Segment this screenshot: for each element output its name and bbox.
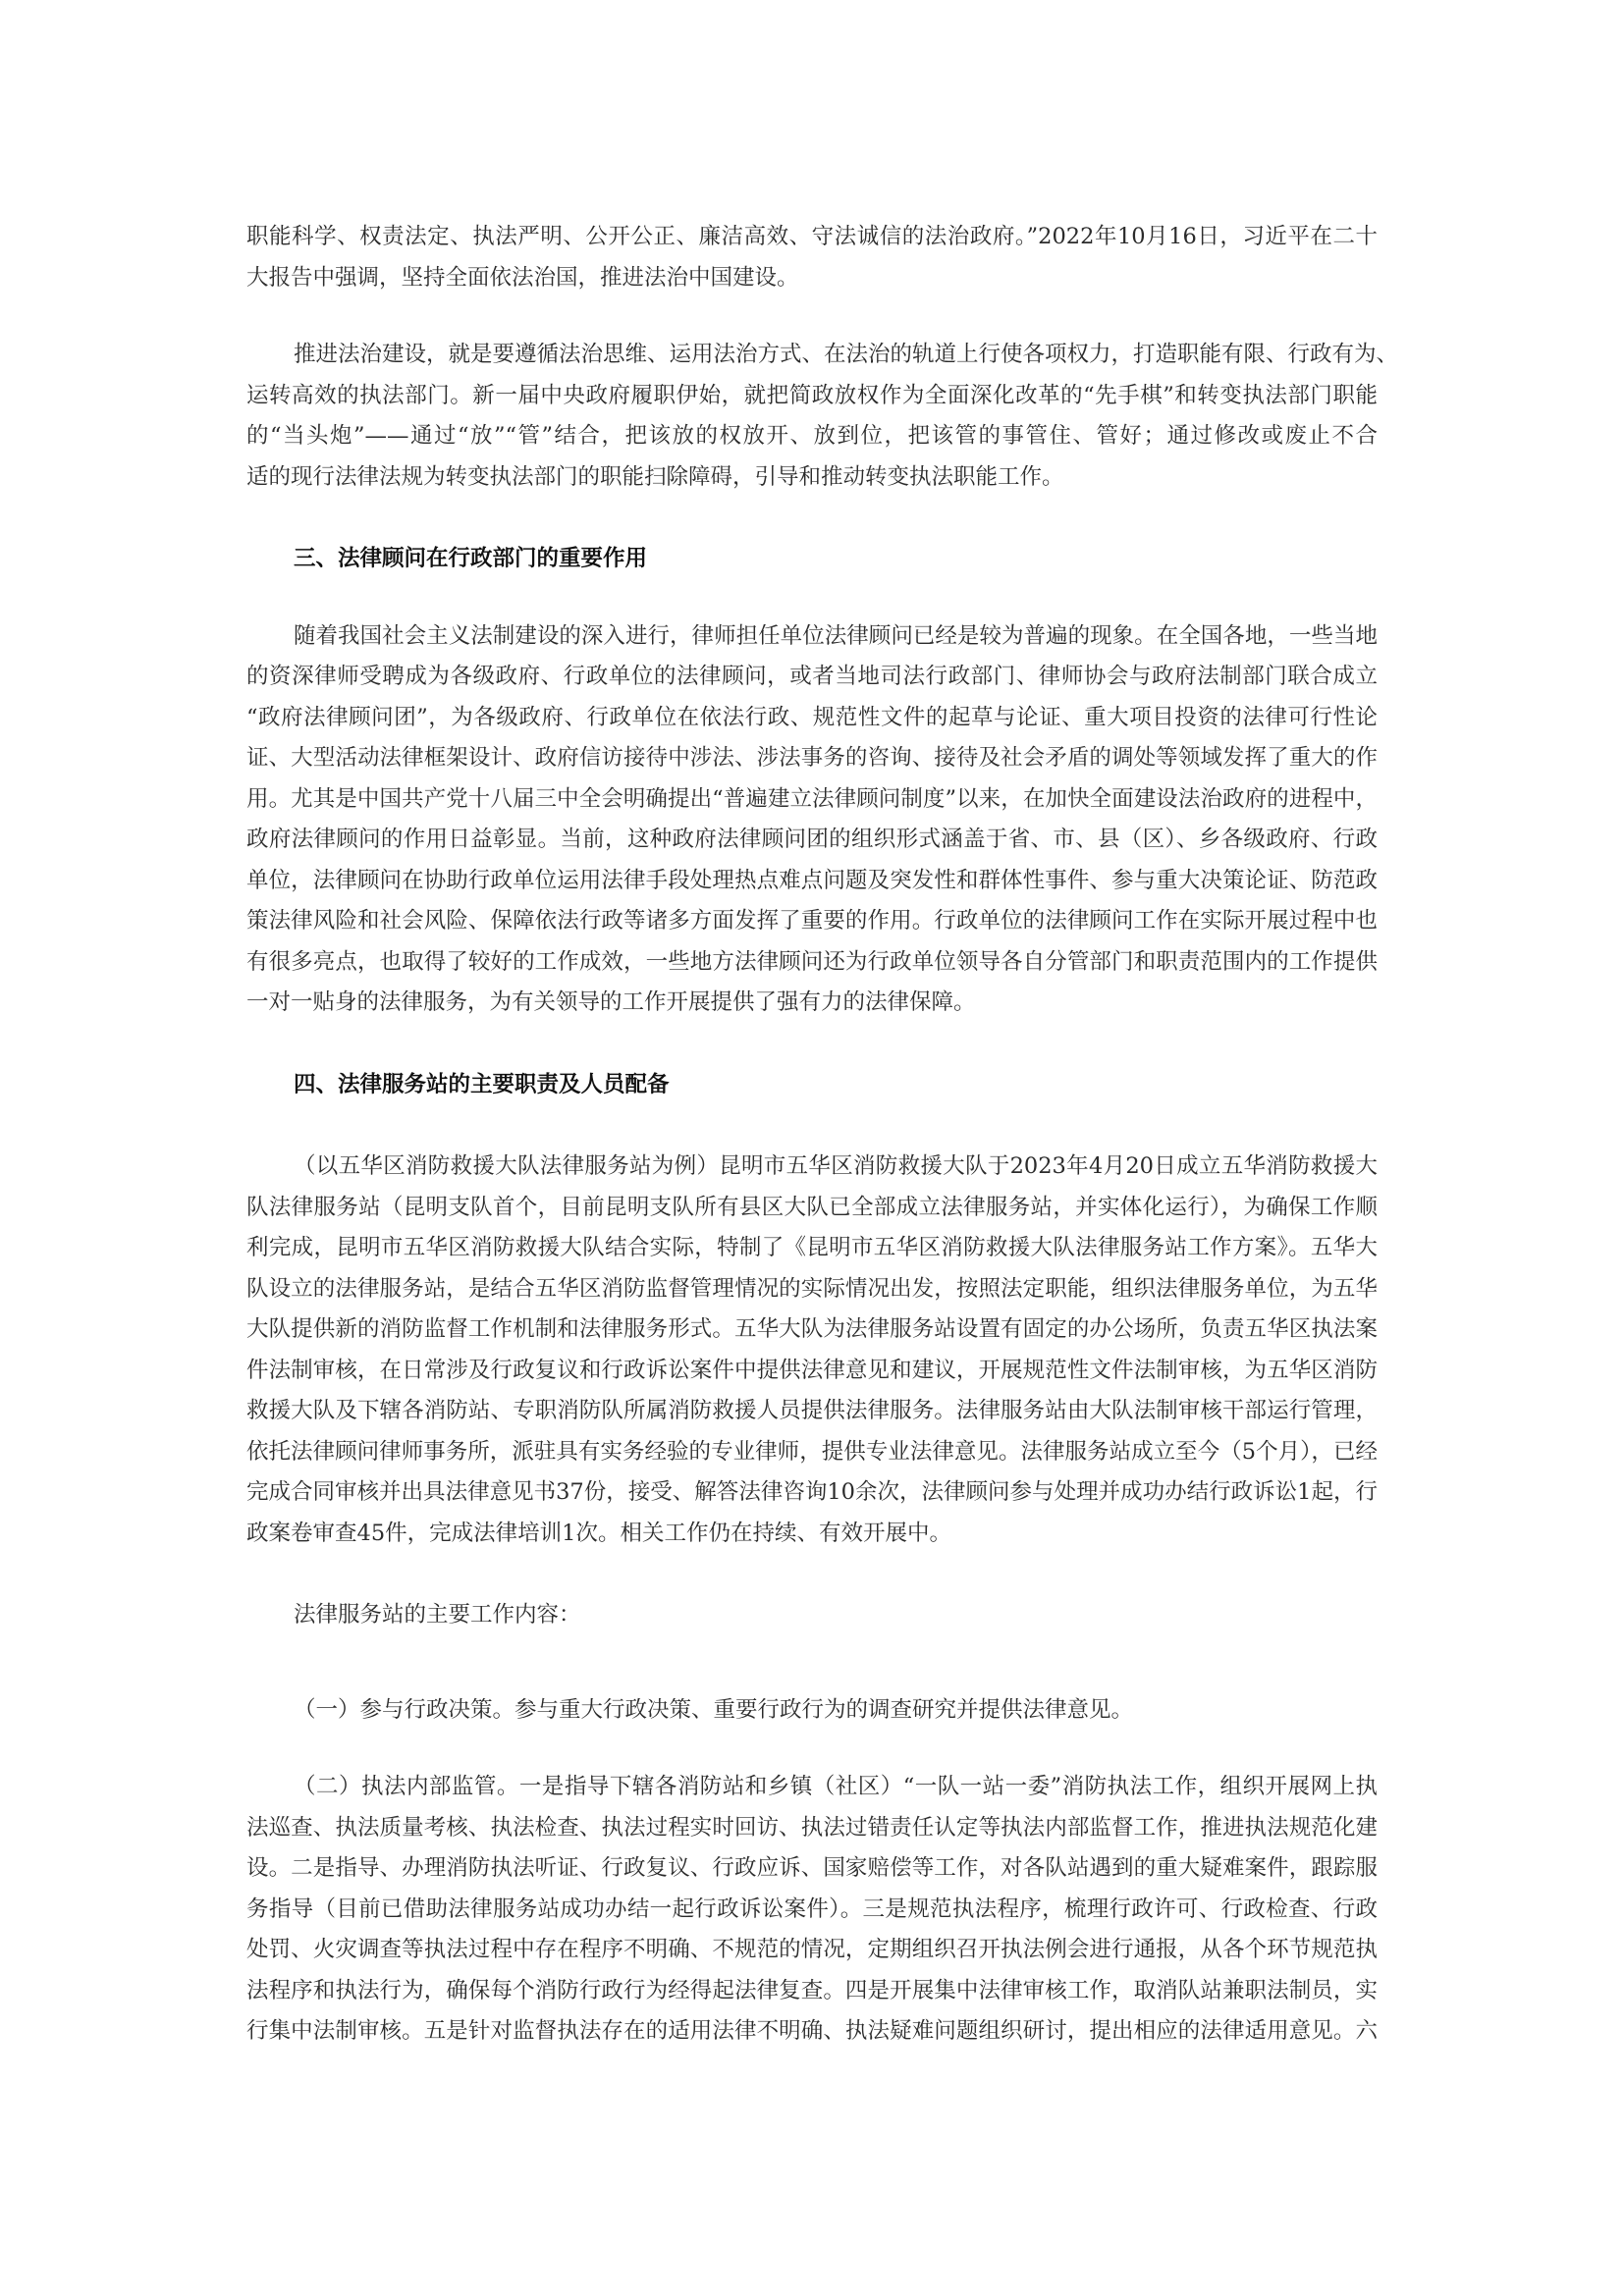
paragraph-item-2 bbox=[246, 1767, 1378, 2053]
text-line: 有很多亮点，也取得了较好的工作成效，一些地方法律顾问还为行政单位领导各自分管部门和职责范围内的工作提供 bbox=[246, 948, 1378, 975]
text-line: 单位，法律顾问在协助行政单位运用法律手段处理热点难点问题及突发性和群体性事件、参与重大决策论证、防范政 bbox=[246, 867, 1378, 893]
paragraph-main-work-intro bbox=[246, 1595, 1378, 1636]
text-line: 职能科学、权责法定、执法严明、公开公正、廉洁高效、守法诚信的法治政府。”2022年10月16日，习近平在二十 bbox=[246, 224, 1378, 249]
text-line: 队设立的法律服务站，是结合五华区消防监督管理情况的实际情况出发，按照法定职能，组织法律服务单位，为五华 bbox=[246, 1275, 1378, 1302]
section-heading-3: 三、法律顾问在行政部门的重要作用 bbox=[294, 546, 648, 571]
text-line: 完成合同审核并出具法律意见书37份，接受、解答法律咨询10余次，法律顾问参与处理并成功办结行政诉讼1起，行 bbox=[246, 1479, 1378, 1505]
text-line: 救援大队及下辖各消防站、专职消防队所属消防救援人员提供法律服务。法律服务站由大队法制审核干部运行管理， bbox=[246, 1398, 1378, 1423]
text-line: 大报告中强调，坚持全面依法治国，推进法治中国建设。 bbox=[246, 264, 799, 291]
text-line: 推进法治建设，就是要遵循法治思维、运用法治方式、在法治的轨道上行使各项权力，打造职能有限、行政有为、 bbox=[294, 342, 1399, 367]
text-line: （二）执法内部监管。一是指导下辖各消防站和乡镇（社区）“一队一站一委”消防执法工作，组织开展网上执 bbox=[294, 1774, 1378, 1799]
section-heading-4: 四、法律服务站的主要职责及人员配备 bbox=[294, 1071, 670, 1097]
text-line: 的资深律师受聘成为各级政府、行政单位的法律顾问，或者当地司法行政部门、律师协会与政府法制部门联合成立 bbox=[246, 664, 1378, 689]
text-line: 队法律服务站（昆明支队首个，目前昆明支队所有县区大队已全部成立法律服务站，并实体化运行），为确保工作顺 bbox=[246, 1194, 1378, 1220]
text-line: “政府法律顾问团”，为各级政府、行政单位在依法行政、规范性文件的起草与论证、重大项目投资的法律可行性论 bbox=[246, 704, 1378, 730]
text-line: 设。二是指导、办理消防执法听证、行政复议、行政应诉、国家赔偿等工作，对各队站遇到的重大疑难案件，跟踪服 bbox=[246, 1855, 1378, 1881]
paragraph-legal-service-station bbox=[246, 1147, 1378, 1554]
paragraph-legal-advisor-role bbox=[246, 616, 1378, 1024]
text-line: 件法制审核，在日常涉及行政复议和行政诉讼案件中提供法律意见和建议，开展规范性文件法制审核，为五华区消防 bbox=[246, 1357, 1378, 1383]
text-line: 依托法律顾问律师事务所，派驻具有实务经验的专业律师，提供专业法律意见。法律服务站成立至今（5个月），已经 bbox=[246, 1438, 1378, 1465]
paragraph-promote-rule-of-law bbox=[246, 335, 1399, 498]
paragraph-rule-of-law-quote bbox=[246, 217, 1378, 298]
text-line: 政府法律顾问的作用日益彰显。当前，这种政府法律顾问团的组织形式涵盖于省、市、县（区）、乡各级政府、行政 bbox=[246, 827, 1378, 852]
text-line: 处罚、火灾调查等执法过程中存在程序不明确、不规范的情况，定期组织召开执法例会进行通报，从各个环节规范执 bbox=[246, 1937, 1378, 1962]
text-line: 证、大型活动法律框架设计、政府信访接待中涉法、涉法事务的咨询、接待及社会矛盾的调处等领域发挥了重大的作 bbox=[246, 745, 1378, 771]
paragraph-item-1 bbox=[246, 1690, 1378, 1732]
document-page bbox=[246, 217, 1399, 2053]
text-line: （一）参与行政决策。参与重大行政决策、重要行政行为的调查研究并提供法律意见。 bbox=[294, 1696, 1134, 1723]
text-line: 适的现行法律法规为转变执法部门的职能扫除障碍，引导和推动转变执法职能工作。 bbox=[246, 463, 1064, 490]
text-line: 法巡查、执法质量考核、执法检查、执法过程实时回访、执法过错责任认定等执法内部监督工作，推进执法规范化建 bbox=[246, 1814, 1378, 1841]
text-line: 运转高效的执法部门。新一届中央政府履职伊始，就把简政放权作为全面深化改革的“先手棋”和转变执法部门职能 bbox=[246, 382, 1378, 408]
text-line: 法律服务站的主要工作内容： bbox=[294, 1602, 581, 1628]
text-line: 行集中法制审核。五是针对监督执法存在的适用法律不明确、执法疑难问题组织研讨，提出相应的法律适用意见。六 bbox=[246, 2018, 1378, 2044]
text-line: 一对一贴身的法律服务，为有关领导的工作开展提供了强有力的法律保障。 bbox=[246, 989, 976, 1015]
text-line: 随着我国社会主义法制建设的深入进行，律师担任单位法律顾问已经是较为普遍的现象。在全国各地，一些当地 bbox=[294, 622, 1378, 649]
text-line: 的“当头炮”——通过“放”“管”结合，把该放的权放开、放到位，把该管的事管住、管好；通过修改或废止不合 bbox=[246, 423, 1378, 449]
text-line: 利完成，昆明市五华区消防救援大队结合实际，特制了《昆明市五华区消防救援大队法律服务站工作方案》。五华大 bbox=[246, 1235, 1378, 1260]
text-line: 法程序和执法行为，确保每个消防行政行为经得起法律复查。四是开展集中法律审核工作，取消队站兼职法制员，实 bbox=[246, 1977, 1378, 2003]
text-line: （以五华区消防救援大队法律服务站为例）昆明市五华区消防救援大队于2023年4月20日成立五华消防救援大 bbox=[294, 1153, 1378, 1179]
text-line: 政案卷审查45件，完成法律培训1次。相关工作仍在持续、有效开展中。 bbox=[246, 1520, 951, 1546]
text-line: 务指导（目前已借助法律服务站成功办结一起行政诉讼案件）。三是规范执法程序，梳理行政许可、行政检查、行政 bbox=[246, 1896, 1378, 1922]
text-line: 用。尤其是中国共产党十八届三中全会明确提出“普遍建立法律顾问制度”以来，在加快全面建设法治政府的进程中， bbox=[246, 785, 1378, 812]
text-line: 大队提供新的消防监督工作机制和法律服务形式。五华大队为法律服务站设置有固定的办公场所，负责五华区执法案 bbox=[246, 1316, 1378, 1342]
text-line: 策法律风险和社会风险、保障依法行政等诸多方面发挥了重要的作用。行政单位的法律顾问工作在实际开展过程中也 bbox=[246, 908, 1378, 934]
